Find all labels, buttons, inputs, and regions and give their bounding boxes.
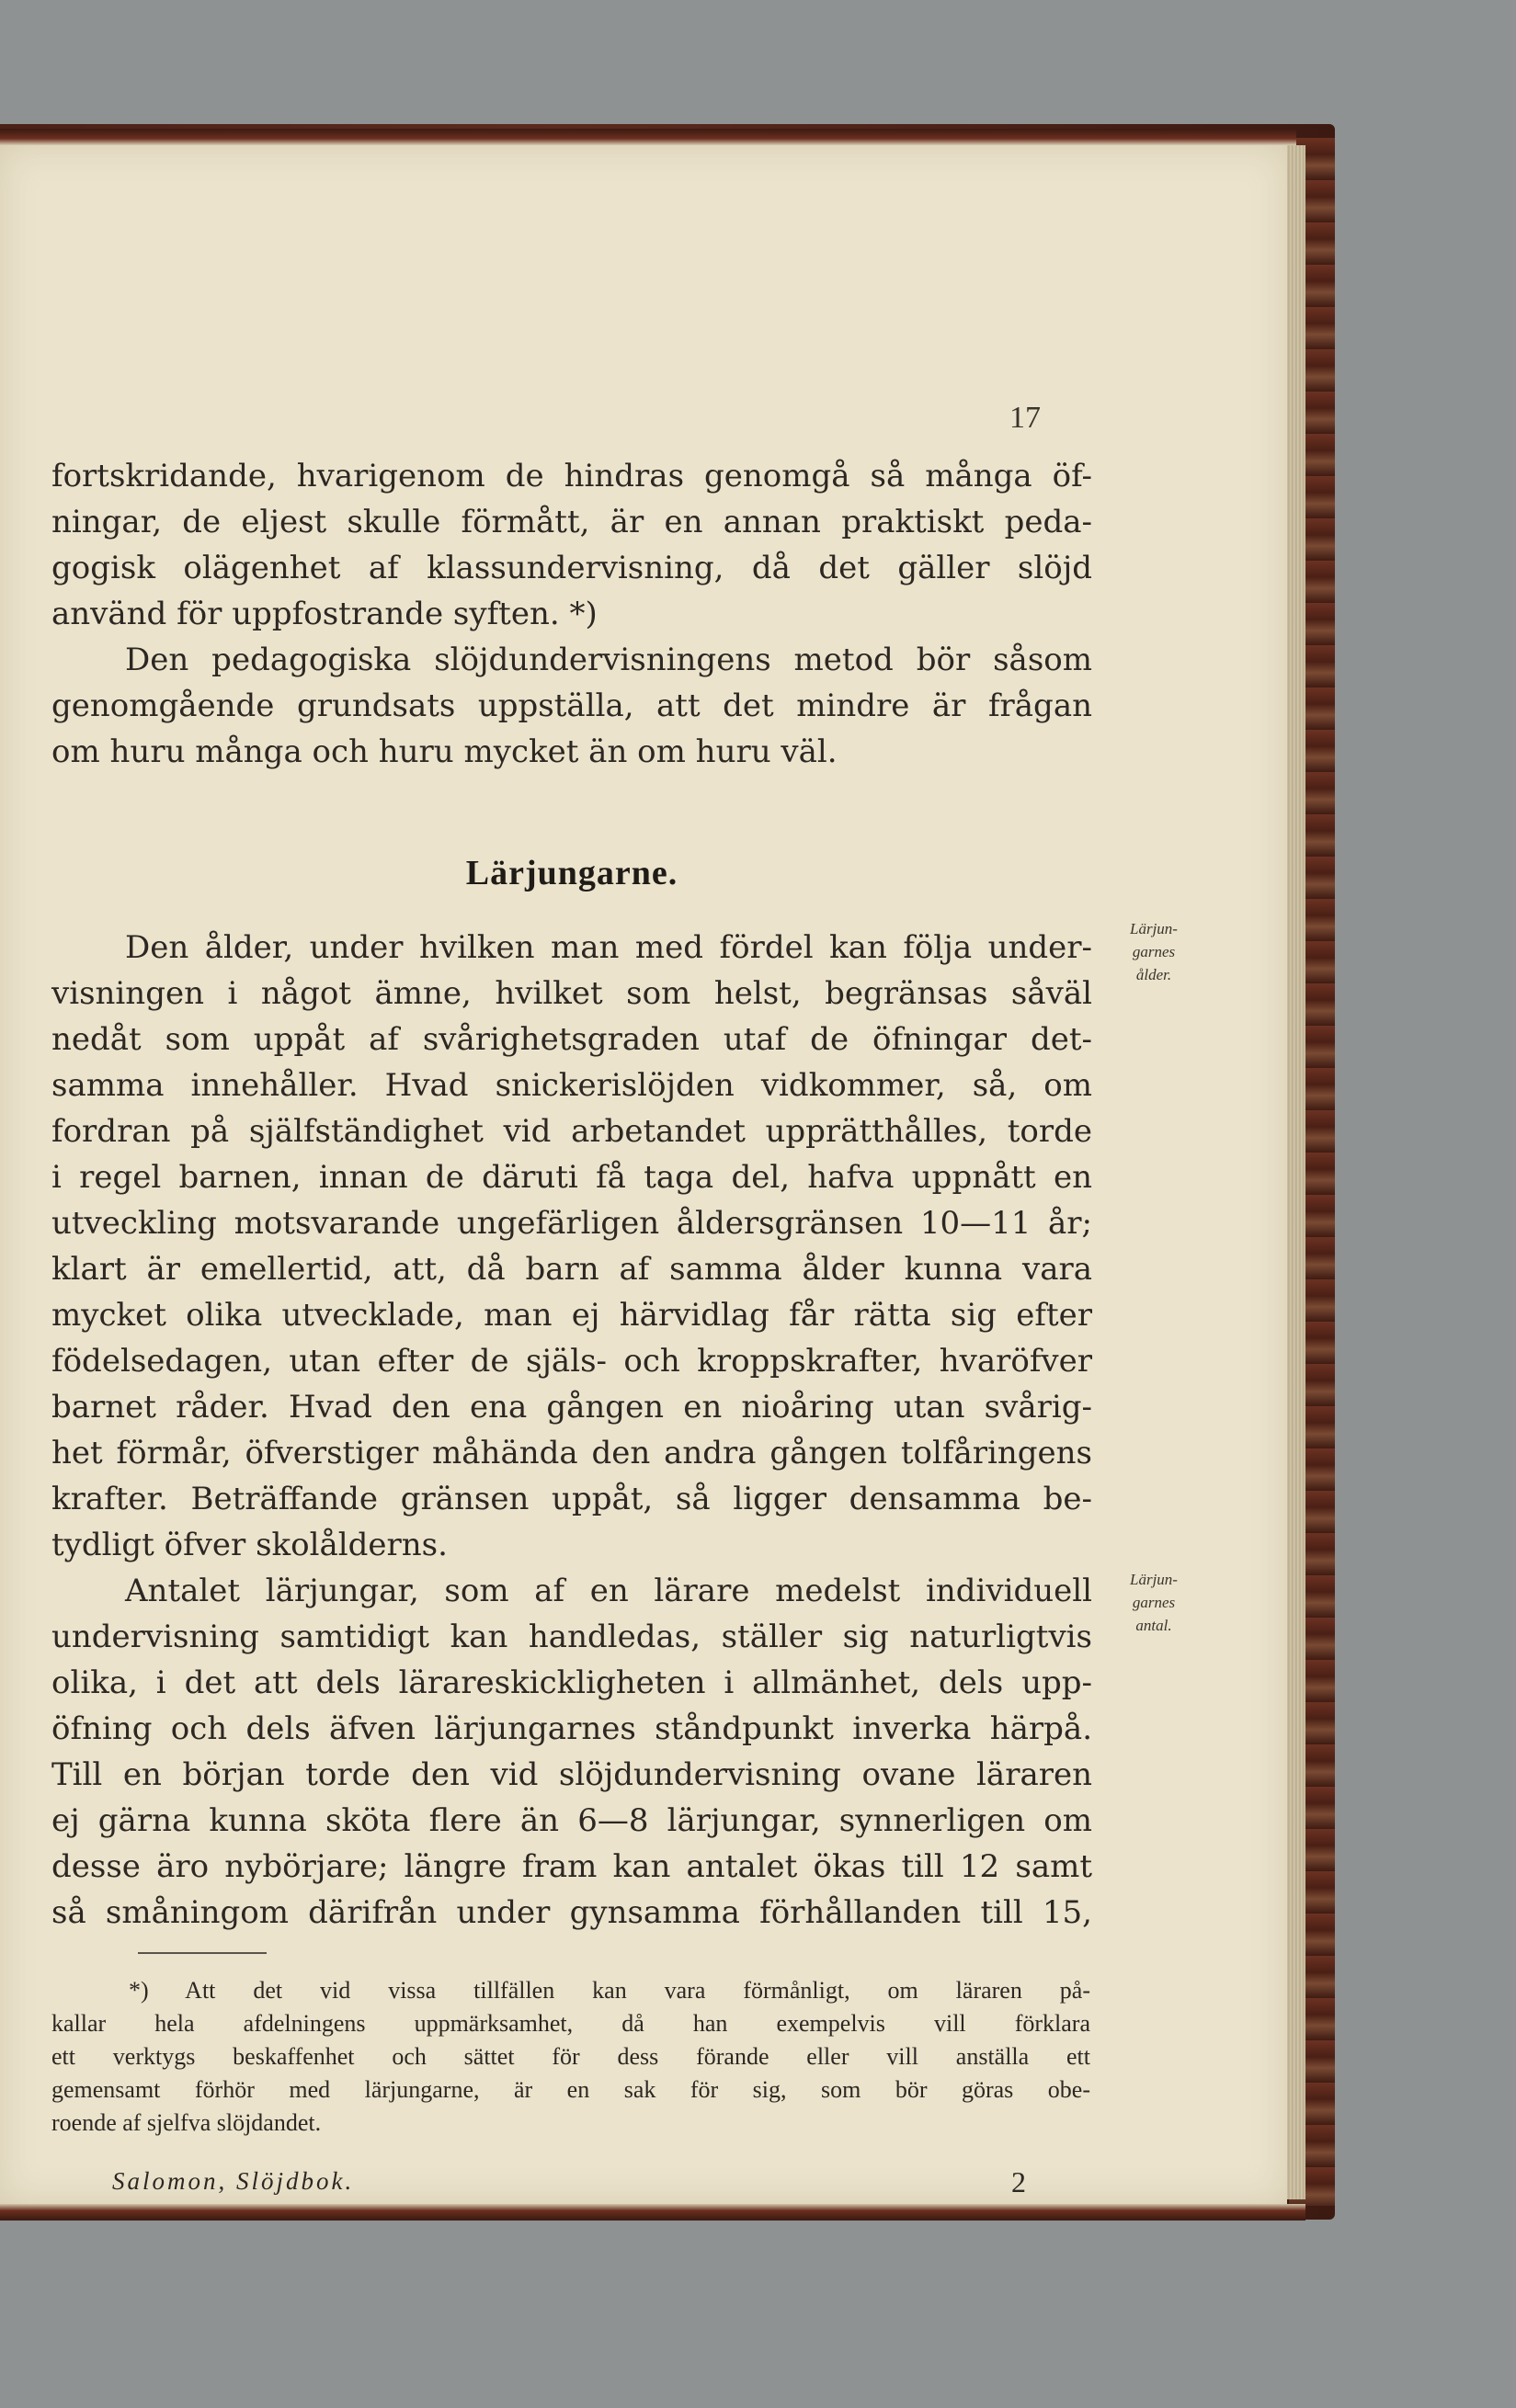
margin-note-line: Lärjun- [1130,920,1178,937]
text-line: visningen i något ämne, hvilket som helst, begränsas såväl [51,975,1092,1012]
text-line: i regel barnen, innan de däruti få taga del, hafva uppnått en [51,1159,1092,1196]
text-line: barnet råder. Hvad den ena gången en nioåring utan svårig- [51,1389,1092,1425]
page-top-edge [0,129,1296,145]
margin-note-line: garnes [1132,1594,1176,1611]
sheet-number: 2 [1011,2165,1026,2198]
margin-note-count [1103,1568,1204,1637]
page-bottom-edge [0,2204,1305,2221]
text-line: ej gärna kunna sköta flere än 6—8 lärjungar, synnerligen om [51,1802,1092,1839]
margin-note-line: garnes [1132,943,1176,960]
margin-note-line: Lärjun- [1130,1571,1178,1588]
text-line: tydligt öfver skolålderns. [51,1527,448,1563]
text-line: Till en början torde den vid slöjdundervisning ovane läraren [51,1756,1092,1793]
page-edges [1287,145,1305,2199]
text-line: klart är emellertid, att, då barn af samma ålder kunna vara [51,1251,1092,1288]
text-line: Den ålder, under hvilken man med fördel kan följa under- [125,929,1092,966]
text-line: krafter. Beträffande gränsen uppåt, så ligger densamma be- [51,1481,1092,1517]
footnote-rule [138,1952,267,1954]
text-line: fordran på själfständighet vid arbetandet upprätthålles, torde [51,1113,1092,1150]
section-heading: Lärjungarne. [465,854,678,892]
text-line: ningar, de eljest skulle förmått, är en annan praktiskt peda- [51,504,1092,540]
text-line: nedåt som uppåt af svårighetsgraden utaf de öfningar det- [51,1021,1092,1058]
text-line: Den pedagogiska slöjdundervisningens metod bör såsom [125,642,1092,678]
text-line: födelsedagen, utan efter de själs- och kroppskrafter, hvaröfver [51,1343,1092,1380]
signature-mark: Salomon, Slöjdbok. [112,2167,355,2195]
book-page [0,145,1287,2204]
text-line: mycket olika utvecklade, man ej härvidlag får rätta sig efter [51,1297,1092,1334]
footnote-line: kallar hela afdelningens uppmärksamhet, då han exempelvis vill förklara [51,2010,1090,2037]
page-number: 17 [1009,401,1041,435]
text-line: samma innehåller. Hvad snickerislöjden vidkommer, så, om [51,1067,1092,1104]
text-line: gogisk olägenhet af klassundervisning, då det gäller slöjd [51,550,1092,586]
footnote-line: gemensamt förhör med lärjungarne, är en sak för sig, som bör göras obe- [51,2076,1090,2103]
text-line: het förmår, öfverstiger måhända den andra gången tolfåringens [51,1435,1092,1471]
text-line: Antalet lärjungar, som af en lärare medelst individuell [125,1573,1092,1609]
text-line: fortskridande, hvarigenom de hindras genomgå så många öf- [51,458,1092,494]
text-line: olika, i det att dels lärareskickligheten i allmänhet, dels upp- [51,1664,1092,1701]
text-line: om huru många och huru mycket än om huru väl. [51,733,838,770]
footnote-line: roende af sjelfva slöjdandet. [51,2109,322,2136]
text-line: desse äro nybörjare; längre fram kan antalet ökas till 12 samt [51,1848,1092,1885]
text-line: genomgående grundsats uppställa, att det mindre är frågan [51,687,1092,724]
margin-note-line: antal. [1135,1617,1172,1634]
footnote-line: ett verktygs beskaffenhet och sättet för dess förande eller vill anställa ett [51,2043,1090,2070]
margin-note-line: ålder. [1135,966,1172,983]
text-line: öfning och dels äfven lärjungarnes ståndpunkt inverka härpå. [51,1710,1092,1747]
text-line: undervisning samtidigt kan handledas, ställer sig naturligtvis [51,1619,1092,1655]
text-line: så småningom därifrån under gynsamma förhållanden till 15, [51,1894,1092,1931]
footnote-line: *) Att det vid vissa tillfällen kan vara förmånligt, om läraren på- [129,1977,1090,2004]
text-line: använd för uppfostrande syften. *) [51,596,598,632]
margin-note-age [1103,917,1204,986]
text-line: utveckling motsvarande ungefärligen åldersgränsen 10—11 år; [51,1205,1092,1242]
